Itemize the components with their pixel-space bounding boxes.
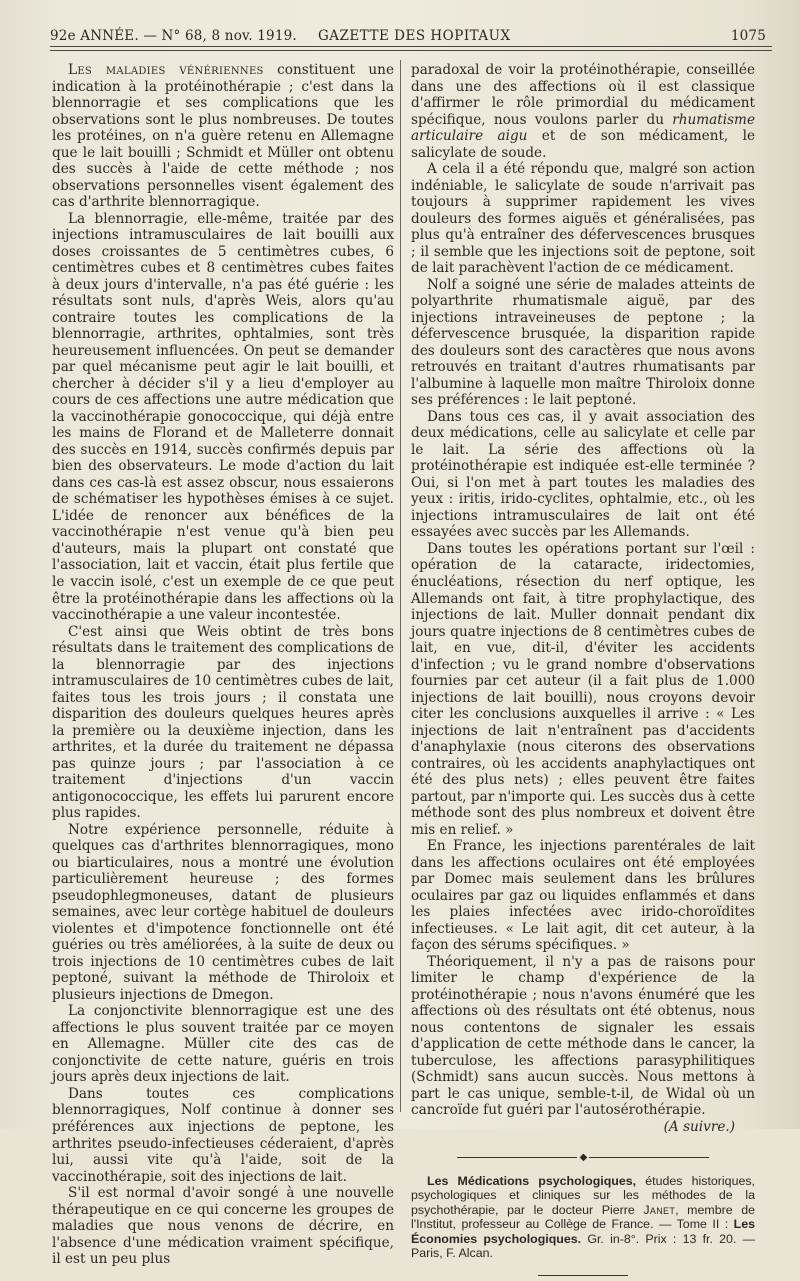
paragraph-r5: Dans toutes les opérations portant sur l'œil : opération de la cataracte, iridectomies, énucléations, résection du nerf optique, les Allemands ont fait, à titre prophylactique, des injections de lait. Muller donnait pendant dix jours quatre injections de 8 centimètres cubes de lait, en vue, dit-il, d'éviter les accidents d'infection ; vu le grand nombre d'observations fournies par cet auteur (il a fait plus de 1.000 injections de lait bouilli), nous croyons devoir citer les conclusions auxquelles il arrive : « Les injections de lait n'entraînent pas d'accidents d'anaphylaxie (nous citerons des observations contraires, où les accidents anaphylactiques ont été des plus nets) ; elles peuvent être faites partout, par n'importe qui. Les succès dus à cette méthode sont des plus nombreux et doivent être mis en relief. »: [411, 540, 755, 838]
paragraph-r1: [411, 62, 755, 161]
header-rule-top: [50, 46, 772, 47]
column-divider: [400, 60, 401, 1112]
paragraph-r1-italic: rhumatisme articulaire aigu: [411, 111, 755, 145]
biblio-text-3: Gr. in-8°. Prix : 13 fr. 20. — Paris, F. Alcan.: [411, 1231, 755, 1261]
page-number: 1075: [730, 28, 766, 44]
paragraph-r3: Nolf a soigné une série de malades atteints de polyarthrite rhumatismale aiguë, par des injections intraveineuses de peptone ; la défervescence brusquée, la disparition rapide des douleurs sont des caractères que nous avons retrouvés en traitant d'autres rhumatisants par l'albumine à laquelle mon maître Thiroloix donne ses préférences : le lait peptoné.: [411, 276, 755, 409]
paragraph-1-text: constituent une indication à la protéinothérapie ; c'est dans la blennorragie et ses complications que les observations sont le plus nombreuses. De toutes les protéines, on n'a guère retenu en Allemagne que le lait bouilli ; Schmidt et Müller ont obtenu des succès à l'aide de cette méthode ; nos observations personnelles visent également des cas d'arthrite blennorragique.: [52, 62, 394, 211]
paragraph-r2: A cela il a été répondu que, malgré son action indéniable, le salicylate de soude n'arrivait pas toujours à supprimer rapidement les vives douleurs des formes aiguës et généralisées, pas plus qu'à entraîner des défervescences brusques ; il semble que les injections soit de peptone, soit de lait parachèvent l'action de ce médicament.: [411, 161, 755, 277]
paragraph-2: La blennorragie, elle-même, traitée par des injections intramusculaires de lait bouilli aux doses croissantes de 5 centimètres cubes, 6 centimètres cubes et 8 centimètres cubes faites à deux jours d'intervalle, n'a pas été guérie : les résultats sont nuls, d'après Weis, alors qu'au contraire toutes les complications de la blennorragie, arthrites, ophtalmies, sont très heureusement influencées. On peut se demander par quel mécanisme peut agir le lait bouilli, et chercher à décider s'il y a lieu d'employer au cours de ces affections une autre médication que la vaccinothérapie gonococcique, qui déjà entre les mains de Florand et de Malleterre donnait des succès en 1914, succès confirmés depuis par bien des observateurs. Le mode d'action du lait dans ces cas-là est assez obscur, nous essaierons de schématiser les hypothèses émises à ce sujet. L'idée de renoncer aux bénéfices de la vaccinothérapie n'est venue qu'à bien peu d'auteurs, mais la plupart ont constaté que l'association, lait et vaccin, était plus fertile que le vaccin isolé, c'est un exemple de ce que peut être la protéinothérapie dans les affections où la vaccinothérapie a une valeur incontestée.: [52, 210, 394, 624]
right-column: [411, 62, 755, 1281]
journal-title: GAZETTE DES HOPITAUX: [318, 28, 511, 44]
separator-ornament: ◆: [411, 1150, 755, 1167]
bibliography-notice: [411, 1174, 755, 1260]
biblio-author: Janet: [643, 1202, 676, 1217]
paragraph-r1-end: et de son médicament, le salicylate de soude.: [411, 128, 755, 161]
header-rule-bottom: [50, 50, 772, 51]
paragraph-6: Dans toutes ces complications blennorragiques, Nolf continue à donner ses préférences aux injections de peptone, les arthrites pseudo-infectieuses céderaient, d'après lui, aussi vite qu'à l'aide, soit de la vaccinothérapie, soit des injections de lait.: [52, 1085, 394, 1185]
continued-note: (A suivre.): [663, 1119, 735, 1135]
biblio-tome: Les Économies psychologiques.: [411, 1217, 755, 1246]
paragraph-1: [52, 62, 394, 211]
paragraph-3: C'est ainsi que Weis obtint de très bons résultats dans le traitement des complications de la blennorragie par des injections intramusculaires de 10 centimètres cubes de lait, faites tous les trois jours ; il constata une disparition des douleurs quelques heures après la première ou la deuxième injection, dans les arthrites, et la durée du traitement ne dépassa pas quinze jours ; par l'association à ce traitement d'injections d'un vaccin antigonococcique, les effets lui parurent encore plus rapides.: [52, 623, 395, 822]
paragraph-r1-text: paradoxal de voir la protéinothérapie, conseillée dans une des affections où il est classique d'affirmer le rôle primordial du médicament spécifique, nous voulons parler du: [411, 62, 755, 128]
issue-info: 92e ANNÉE. — N° 68, 8 nov. 1919.: [50, 28, 297, 44]
bottom-ornament: [411, 1264, 755, 1281]
biblio-text-1: études historiques, psychologiques et cliniques sur les méthodes de la psychothérapie, par le docteur Pierre: [411, 1174, 755, 1217]
biblio-text-2: , membre de l'Institut, professeur au Collège de France. — Tome II :: [411, 1202, 755, 1232]
left-column: [52, 62, 394, 1268]
paragraph-r7: Théoriquement, il n'y a pas de raisons pour limiter le champ d'expérience de la protéinothérapie ; nous n'avons énuméré que les affections où des résultats ont été obtenus, nous nous contentons de signaler les essais d'application de cette méthode dans le cancer, la tuberculose, les affections parasyphilitiques (Schmidt) sans aucun succès. Nous mettons à part le cas unique, semble-t-il, de Widal où un cancroïde fut guéri par l'autosérothérapie.: [411, 953, 755, 1119]
page-header: [50, 24, 780, 48]
paragraph-4: Notre expérience personnelle, réduite à quelques cas d'arthrites blennorragiques, mono ou biarticulaires, nous a montré une évolution particulièrement heureuse ; des formes pseudophlegmoneuses, datant de plusieurs semaines, avec leur cortège habituel de douleurs violentes et d'impotence fonctionnelle ont été guéries ou très améliorées, à la suite de deux ou trois injections de 10 centimètres cubes de lait peptoné, suivant la méthode de Thiroloix et plusieurs injections de Dmegon.: [52, 821, 394, 1003]
paragraph-r6: En France, les injections parentérales de lait dans les affections oculaires ont été employées par Domec mais seulement dans les brûlures oculaires par gaz ou liquides enflammés et dans les plaies infectées avec irido-choroïdites infectieuses. « Le lait agit, dit cet auteur, à la façon des sérums spécifiques. »: [411, 838, 755, 954]
paragraph-r4: Dans tous ces cas, il y avait association des deux médications, celle au salicylate et celle par le lait. La série des affections où la protéinothérapie est indiquée est-elle terminée ? Oui, si l'on met à part toutes les maladies des yeux : iritis, irido-cyclites, ophtalmie, etc., où les injections intramusculaires de lait ont été essayées avec succès par les Allemands.: [411, 408, 755, 541]
paragraph-7: S'il est normal d'avoir songé à une nouvelle thérapeutique en ce qui concerne les groupes de maladies que nous venons de décrire, en l'absence d'une médication vraiment spécifique, il est un peu plus: [52, 1185, 394, 1268]
biblio-title: Les Médications psychologiques,: [427, 1174, 637, 1189]
paragraph-5: La conjonctivite blennorragique est une des affections le plus souvent traitée par ce moyen en Allemagne. Müller cite des cas de conjonctivite de cette nature, guéris en trois jours après deux injections de lait.: [52, 1003, 394, 1086]
lead-smallcaps: Les maladies vénériennes: [68, 62, 264, 78]
